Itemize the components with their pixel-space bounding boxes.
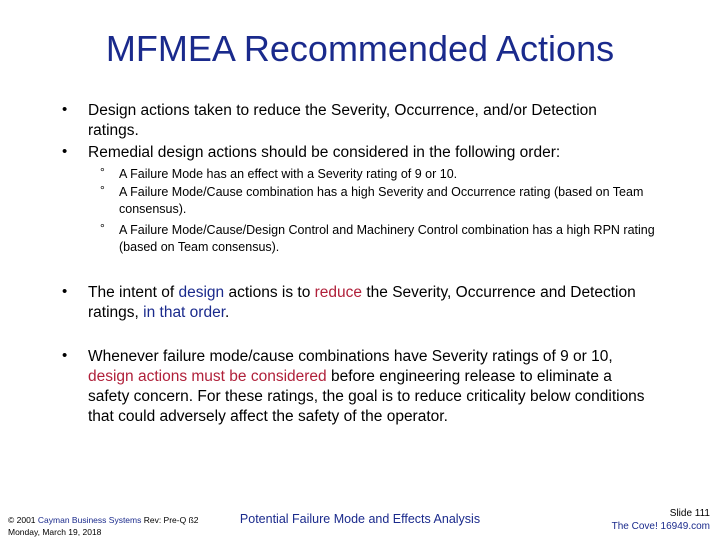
severity-design-highlight: design actions must be considered [88, 368, 327, 385]
bullet-design-actions: Design actions taken to reduce the Severity, Occurrence, and/or Detection ratings. [88, 102, 597, 139]
sub-bullet-occurrence: A Failure Mode/Cause combination has a high Severity and Occurrence rating (based on Team consensus). [119, 185, 644, 216]
footer-source-link[interactable]: The Cove! 16949.com [611, 521, 710, 532]
severity-text-1: Whenever failure mode/cause combinations have Severity ratings of 9 or 10, [88, 348, 613, 365]
intent-text-4: . [225, 304, 230, 321]
sub-bullet-marker: ° [100, 221, 105, 235]
sub-bullet-severity: A Failure Mode has an effect with a Severity rating of 9 or 10. [119, 167, 458, 181]
company-link[interactable]: Cayman Business Systems [37, 515, 142, 525]
intent-text-2: actions is to [224, 284, 315, 301]
severity-text-2: before engineering release to eliminate a safety concern. For these ratings, the goal is to reduce criticality below conditions that could adversely affect the safety of the operator. [88, 368, 645, 425]
intent-text-1: The intent of [88, 284, 179, 301]
sub-bullet-marker: ° [100, 165, 105, 179]
footer-title: Potential Failure Mode and Effects Analysis [239, 512, 481, 526]
sub-bullet-rpn: A Failure Mode/Cause/Design Control and Machinery Control combination has a high RPN rating (based on Team consensus). [119, 223, 655, 254]
bullet-marker: • [62, 347, 68, 364]
intent-reduce-highlight: reduce [314, 284, 363, 301]
bullet-marker: • [62, 101, 68, 118]
bullet-intent [88, 283, 648, 323]
intent-order-highlight: in that order [143, 304, 225, 321]
slide-title: MFMEA Recommended Actions [105, 28, 615, 69]
footer-date: Monday, March 19, 2018 [8, 527, 102, 537]
intent-design-highlight: design [178, 284, 225, 301]
bullet-marker: • [62, 283, 68, 300]
bullet-marker: • [62, 143, 68, 160]
intent-text-3: the Severity, Occurrence and Detection ratings, [88, 284, 636, 321]
bullet-remedial-actions: Remedial design actions should be considered in the following order: [88, 144, 561, 161]
copyright-prefix: © 2001 [8, 515, 38, 525]
sub-bullet-marker: ° [100, 183, 105, 197]
revision: Rev: Pre-Q ß2 [141, 515, 199, 525]
slide-number: Slide 111 [669, 508, 710, 519]
bullet-severity-ratings [88, 347, 650, 427]
footer-slide-info [612, 507, 710, 533]
